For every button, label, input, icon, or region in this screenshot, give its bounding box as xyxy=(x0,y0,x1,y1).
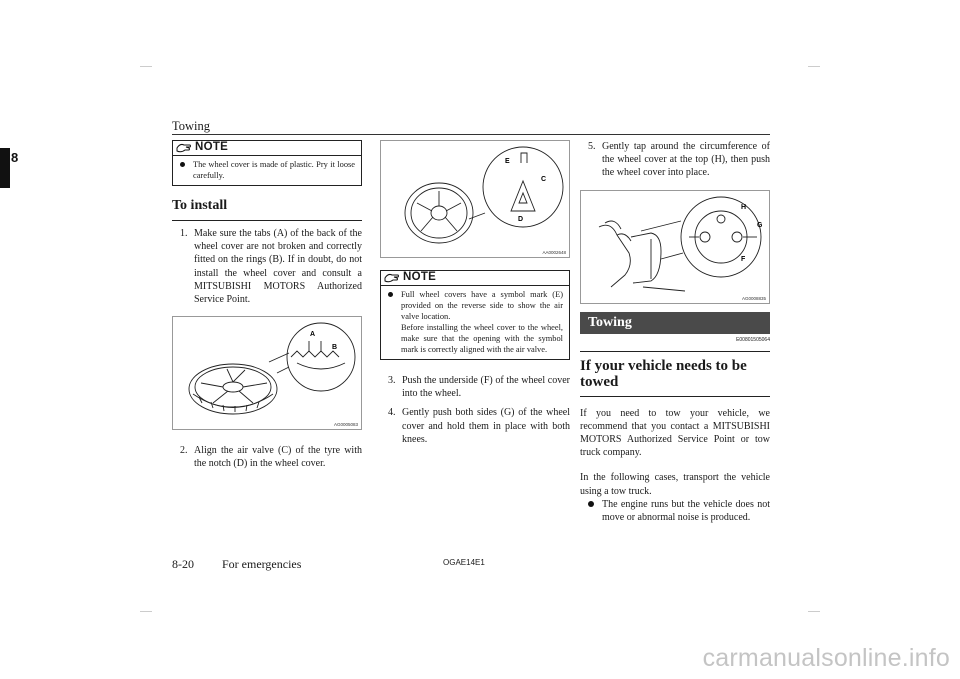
list-item xyxy=(580,498,770,524)
callout-h: H xyxy=(741,203,747,211)
callout-g: G xyxy=(757,221,763,229)
step-text: Gently tap around the circumference of the wheel cover at the top (H), then push the wheel cover into place. xyxy=(602,141,770,179)
footer-page-number: 8-20 xyxy=(172,557,194,571)
bullet-icon xyxy=(180,162,185,167)
callout-f: F xyxy=(741,255,746,263)
valve-alignment-illustration xyxy=(381,141,569,255)
chapter-number: 8 xyxy=(11,150,19,165)
section-divider xyxy=(172,220,362,221)
callout-c: C xyxy=(541,176,547,183)
figure-code: AG0008835 xyxy=(741,295,766,301)
column-2 xyxy=(380,140,570,452)
note-box-removal xyxy=(172,140,362,186)
section-heading-install: To install xyxy=(172,198,228,213)
note-text: Before installing the wheel cover to the wheel, make sure that the opening with the symbol mark is correctly aligned with the air valve. xyxy=(401,323,563,354)
figure-code: AA0002648 xyxy=(542,250,566,255)
crop-mark xyxy=(140,611,152,612)
bullet-icon xyxy=(388,292,393,297)
note-hand-icon xyxy=(176,142,192,154)
crop-mark xyxy=(808,611,820,612)
step-number: 4. xyxy=(388,407,396,419)
crop-mark xyxy=(140,66,152,67)
callout-b: B xyxy=(332,344,338,352)
note-body xyxy=(381,286,569,359)
footer-doc-code: OGAE14E1 xyxy=(443,558,485,567)
step-number: 3. xyxy=(388,375,396,386)
footer-section-title: For emergencies xyxy=(222,557,302,571)
figure-code: AG0005083 xyxy=(333,422,358,428)
step-item xyxy=(380,406,570,446)
figure-wheel-cover-tabs xyxy=(172,316,362,430)
paragraph-cases: In the following cases, transport the vehicle using a tow truck. xyxy=(580,472,770,497)
note-box-symbol-mark xyxy=(380,270,570,360)
step-item xyxy=(580,140,770,180)
crop-mark xyxy=(808,66,820,67)
chapter-tab-marker xyxy=(0,148,10,188)
step-item xyxy=(172,444,362,470)
note-header xyxy=(381,271,569,286)
callout-d: D xyxy=(518,216,524,223)
step-number: 1. xyxy=(180,228,188,239)
note-text: The wheel cover is made of plastic. Pry it loose carefully. xyxy=(193,160,355,180)
wheel-cover-tabs-illustration xyxy=(173,317,361,427)
section-banner-towing: Towing xyxy=(580,312,770,334)
bullet-icon xyxy=(588,501,594,507)
step-number: 5. xyxy=(588,141,596,152)
section-code: E00801505064 xyxy=(736,336,770,343)
note-header xyxy=(173,141,361,156)
subheading-needs-towing: If your vehicle needs to be towed xyxy=(580,351,770,397)
step-text: Make sure the tabs (A) of the back of the wheel cover are not broken and correctly fitted on the rings (B). If in doubt, do not install the wheel cover and consult a MITSUBISHI MOTORS Authorized Service Point. xyxy=(194,228,362,306)
column-3 xyxy=(580,140,770,524)
list-item-text: The engine runs but the vehicle does not move or abnormal noise is produced. xyxy=(602,498,770,524)
running-header-title: Towing xyxy=(172,119,211,133)
step-text: Gently push both sides (G) of the wheel cover and hold them in place with both knees. xyxy=(402,407,570,445)
paragraph-recommend: If you need to tow your vehicle, we recommend that you contact a MITSUBISHI MOTORS Authorized Service Point or tow truck company. xyxy=(580,407,770,459)
note-body xyxy=(173,156,361,185)
header-divider xyxy=(172,134,770,135)
figure-valve-alignment xyxy=(380,140,570,258)
step-item xyxy=(380,374,570,400)
watermark-text: carmanualsonline.info xyxy=(702,644,950,672)
callout-a: A xyxy=(310,331,316,339)
note-text: Full wheel covers have a symbol mark (E) provided on the reverse side to show the air valve location. xyxy=(401,290,563,321)
wheel-cover-push-illustration xyxy=(581,191,769,301)
figure-wheel-cover-push xyxy=(580,190,770,304)
callout-e: E xyxy=(505,158,510,165)
note-hand-icon xyxy=(384,272,400,284)
step-text: Push the underside (F) of the wheel cover into the wheel. xyxy=(402,375,570,400)
note-label: NOTE xyxy=(403,271,437,283)
step-text: Align the air valve (C) of the tyre with the notch (D) in the wheel cover. xyxy=(194,445,362,470)
step-number: 2. xyxy=(180,445,188,457)
column-1 xyxy=(172,140,362,477)
note-label: NOTE xyxy=(195,141,229,153)
step-item xyxy=(172,227,362,306)
